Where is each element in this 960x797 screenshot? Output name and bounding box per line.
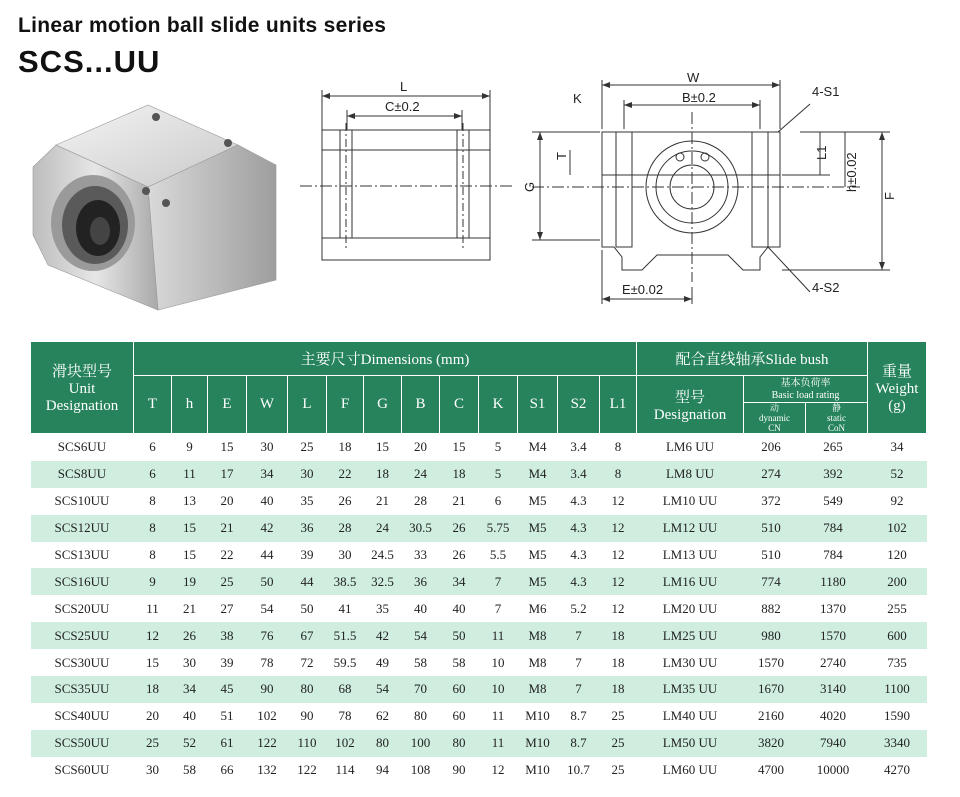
header-bush-designation: 型号 Designation: [637, 376, 744, 434]
table-cell: 5: [494, 439, 502, 455]
table-cell: 80: [364, 730, 402, 757]
label-L: L: [400, 79, 408, 94]
table-cell: 25: [611, 708, 625, 724]
table-cell: 3340: [868, 730, 927, 757]
table-cell: 3.4: [570, 439, 587, 455]
table-cell: 18: [134, 676, 172, 703]
table-cell: 110: [288, 730, 327, 757]
label-F: F: [882, 192, 897, 200]
header-dim-f: F: [327, 376, 364, 434]
table-row: [31, 622, 927, 649]
table-cell: 255: [887, 600, 907, 616]
table-cell: 784: [799, 515, 868, 542]
table-cell: 12: [491, 762, 505, 778]
table-cell: M5: [518, 515, 558, 542]
label-S1: 4-S1: [812, 84, 840, 99]
table-cell: 980: [744, 622, 799, 649]
table-cell: 12: [600, 568, 637, 595]
table-cell: 7: [494, 600, 502, 616]
table-cell: 15: [146, 654, 159, 670]
table-row: [31, 434, 927, 461]
table-cell: 4700: [758, 762, 785, 778]
table-cell: 7940: [799, 730, 868, 757]
table-cell: LM10 UU: [662, 493, 718, 509]
table-cell: 11: [479, 730, 518, 757]
table-cell: 78: [338, 708, 352, 724]
table-cell: 7: [575, 654, 582, 670]
table-cell: 70: [402, 676, 440, 703]
series-model: SCS...UU: [18, 44, 161, 79]
table-cell: 1180: [799, 568, 868, 595]
table-cell: 30: [338, 547, 352, 562]
label-G: G: [522, 181, 537, 192]
table-cell: LM6 UU: [665, 439, 715, 455]
table-cell: 11: [491, 708, 505, 724]
table-cell: 54: [260, 600, 274, 616]
table-cell: 21: [208, 515, 247, 542]
table-cell: 80: [288, 676, 327, 703]
table-cell: LM8 UU: [637, 461, 744, 488]
header-dynamic: 动 dynamic CN: [744, 403, 806, 433]
table-cell: 8: [134, 515, 172, 542]
table-cell: M5: [528, 493, 547, 509]
table-cell: 206: [761, 439, 781, 455]
table-cell: 8: [600, 461, 637, 488]
table-cell: 10.7: [567, 762, 590, 778]
header-dim-s2: S2: [558, 376, 600, 434]
table-cell: 94: [376, 762, 389, 778]
table-cell: 34: [890, 439, 904, 455]
table-cell: SCS10UU: [54, 493, 110, 509]
table-cell: 12: [611, 600, 625, 616]
table-cell: 78: [260, 654, 274, 670]
table-cell: 4.3: [570, 547, 587, 562]
table-cell: 90: [300, 708, 314, 724]
table-cell: 30: [260, 439, 274, 455]
table-cell: 72: [300, 654, 314, 670]
table-cell: 122: [297, 762, 317, 778]
table-cell: 114: [335, 762, 355, 778]
label-L1: L1: [814, 145, 829, 160]
table-row: [31, 461, 927, 488]
table-cell: 735: [887, 654, 907, 670]
table-cell: 8: [149, 493, 156, 509]
table-cell: 132: [257, 762, 277, 778]
header-dim-l: L: [288, 376, 327, 434]
table-cell: 18: [600, 622, 637, 649]
table-cell: 34: [247, 461, 288, 488]
table-cell: M10: [525, 762, 550, 778]
table-cell: SCS8UU: [31, 461, 134, 488]
table-cell: 51: [220, 708, 234, 724]
header-dimensions: 主要尺寸Dimensions (mm): [134, 342, 637, 376]
table-cell: 25: [134, 730, 172, 757]
table-cell: 30.5: [402, 515, 440, 542]
table-cell: LM25 UU: [637, 622, 744, 649]
table-cell: 15: [376, 439, 389, 455]
header-dim-w: W: [247, 376, 288, 434]
table-cell: 42: [364, 622, 402, 649]
header-dim-c: C: [440, 376, 479, 434]
table-cell: SCS60UU: [54, 762, 110, 778]
table-cell: 20: [220, 493, 234, 509]
table-cell: 392: [799, 461, 868, 488]
table-cell: 58: [414, 654, 427, 670]
header-slide-bush: 配合直线轴承Slide bush: [637, 342, 868, 376]
table-cell: 34: [440, 568, 479, 595]
table-cell: 4.3: [570, 493, 587, 509]
table-cell: SCS16UU: [31, 568, 134, 595]
table-cell: 102: [868, 515, 927, 542]
table-cell: 10000: [816, 762, 850, 778]
table-cell: LM60 UU: [662, 762, 718, 778]
table-cell: 92: [890, 493, 904, 509]
table-cell: 26: [452, 547, 466, 562]
table-cell: 5.5: [489, 547, 507, 562]
table-cell: 200: [868, 568, 927, 595]
label-C: C±0.2: [385, 99, 420, 114]
table-cell: 90: [247, 676, 288, 703]
header-dim-b: B: [402, 376, 440, 434]
label-h: h±0.02: [844, 152, 859, 192]
table-cell: 120: [887, 547, 907, 562]
table-cell: 24: [364, 515, 402, 542]
table-cell: 600: [868, 622, 927, 649]
table-cell: 20: [414, 439, 427, 455]
table-cell: 50: [247, 568, 288, 595]
table-cell: 21: [452, 493, 466, 509]
table-cell: 54: [402, 622, 440, 649]
product-photo: [28, 95, 288, 320]
page-title: Linear motion ball slide units series: [18, 14, 387, 37]
table-cell: 15: [452, 439, 466, 455]
table-cell: 265: [823, 439, 843, 455]
table-cell: SCS50UU: [31, 730, 134, 757]
table-cell: 6: [134, 461, 172, 488]
table-cell: 4270: [884, 762, 910, 778]
table-cell: SCS13UU: [54, 547, 110, 562]
header-dim-s1: S1: [518, 376, 558, 434]
table-cell: 9: [186, 439, 193, 455]
header-load-rating: 基本负荷率 Basic load rating 动 dynamic CN 静 static CoN: [744, 376, 868, 434]
table-cell: 22: [327, 461, 364, 488]
table-cell: 2740: [820, 654, 847, 670]
table-cell: 39: [300, 547, 314, 562]
table-cell: 274: [744, 461, 799, 488]
table-cell: M10: [518, 730, 558, 757]
table-cell: 62: [376, 708, 389, 724]
table-cell: 30: [288, 461, 327, 488]
table-cell: 5.75: [479, 515, 518, 542]
table-cell: 80: [414, 708, 427, 724]
table-cell: 8.7: [570, 708, 587, 724]
table-cell: 18: [600, 676, 637, 703]
table-cell: 15: [220, 439, 234, 455]
table-cell: 58: [452, 654, 466, 670]
table-cell: 3820: [744, 730, 799, 757]
table-cell: LM50 UU: [637, 730, 744, 757]
table-cell: 17: [208, 461, 247, 488]
table-cell: 10: [491, 654, 505, 670]
table-cell: 774: [744, 568, 799, 595]
table-cell: 26: [338, 493, 352, 509]
table-cell: LM16 UU: [637, 568, 744, 595]
table-cell: 19: [172, 568, 208, 595]
table-cell: 510: [744, 515, 799, 542]
table-cell: 44: [260, 547, 274, 562]
table-cell: M8: [518, 622, 558, 649]
table-cell: 15: [183, 547, 196, 562]
table-cell: 20: [146, 708, 159, 724]
table-cell: 1590: [884, 708, 910, 724]
table-cell: 90: [452, 762, 466, 778]
label-E: E±0.02: [622, 282, 664, 297]
table-cell: 33: [414, 547, 427, 562]
table-cell: 8: [614, 439, 622, 455]
header-dim-e: E: [208, 376, 247, 434]
label-S2: 4-S2: [812, 280, 840, 295]
table-cell: SCS30UU: [54, 654, 110, 670]
table-cell: 36: [288, 515, 327, 542]
table-cell: 67: [288, 622, 327, 649]
table-cell: 6: [149, 439, 156, 455]
table-row: [31, 542, 927, 569]
table-cell: 372: [761, 493, 781, 509]
table-cell: LM40 UU: [662, 708, 718, 724]
table-cell: SCS6UU: [57, 439, 107, 455]
table-row: [31, 757, 927, 784]
table-cell: 52: [868, 461, 927, 488]
table-cell: M4: [528, 439, 547, 455]
table-cell: 34: [172, 676, 208, 703]
table-cell: 22: [220, 547, 234, 562]
table-cell: 36: [402, 568, 440, 595]
table-cell: LM30 UU: [662, 654, 718, 670]
table-cell: 12: [600, 515, 637, 542]
table-cell: 39: [220, 654, 234, 670]
table-cell: 4.3: [558, 568, 600, 595]
header-dim-l1: L1: [600, 376, 637, 434]
table-cell: 66: [220, 762, 234, 778]
header-static: 静 static CoN: [827, 403, 846, 433]
table-cell: 51.5: [327, 622, 364, 649]
table-cell: 12: [611, 493, 625, 509]
table-cell: M5: [528, 547, 547, 562]
table-cell: 59.5: [333, 654, 357, 670]
table-cell: 8.7: [558, 730, 600, 757]
table-cell: 26: [440, 515, 479, 542]
table-cell: M8: [518, 676, 558, 703]
table-cell: 1670: [744, 676, 799, 703]
table-cell: 35: [376, 600, 389, 616]
table-cell: 7: [479, 568, 518, 595]
table-cell: 11: [479, 622, 518, 649]
table-cell: 58: [183, 762, 196, 778]
table-cell: 50: [440, 622, 479, 649]
table-cell: 28: [327, 515, 364, 542]
table-cell: M4: [518, 461, 558, 488]
table-cell: 60: [452, 708, 466, 724]
table-cell: 21: [376, 493, 389, 509]
table-row: [31, 515, 927, 542]
table-cell: 27: [220, 600, 234, 616]
table-cell: 12: [611, 547, 625, 562]
table-cell: 11: [172, 461, 208, 488]
table-cell: 24.5: [371, 547, 394, 562]
header-dim-k: K: [479, 376, 518, 434]
label-K: K: [573, 91, 582, 106]
table-cell: 25: [300, 439, 314, 455]
header-dim-t: T: [134, 376, 172, 434]
table-cell: 9: [134, 568, 172, 595]
spec-table: [30, 341, 927, 784]
table-cell: 1570: [799, 622, 868, 649]
table-cell: 61: [208, 730, 247, 757]
table-cell: 54: [364, 676, 402, 703]
front-view-drawing: [520, 72, 940, 312]
header-dim-h: h: [172, 376, 208, 434]
table-cell: 102: [257, 708, 277, 724]
table-cell: 60: [440, 676, 479, 703]
table-cell: 40: [414, 600, 427, 616]
header-unit-designation: 滑块型号 Unit Designation: [31, 342, 134, 434]
table-cell: SCS12UU: [31, 515, 134, 542]
table-cell: 38.5: [327, 568, 364, 595]
table-cell: 44: [288, 568, 327, 595]
table-cell: SCS40UU: [54, 708, 110, 724]
label-W: W: [687, 72, 700, 85]
table-cell: 18: [364, 461, 402, 488]
table-cell: 30: [183, 654, 196, 670]
label-B: B±0.2: [682, 90, 716, 105]
table-cell: M8: [528, 654, 547, 670]
table-cell: 40: [260, 493, 274, 509]
table-cell: M10: [525, 708, 550, 724]
table-cell: SCS25UU: [31, 622, 134, 649]
table-cell: 76: [247, 622, 288, 649]
table-cell: 10: [479, 676, 518, 703]
table-cell: SCS20UU: [54, 600, 110, 616]
table-cell: 8: [149, 547, 156, 562]
table-cell: LM20 UU: [662, 600, 718, 616]
table-cell: 4.3: [558, 515, 600, 542]
table-cell: 3.4: [558, 461, 600, 488]
table-cell: 2160: [758, 708, 785, 724]
table-cell: 28: [414, 493, 427, 509]
side-view-drawing: [300, 78, 515, 278]
header-weight: 重量 Weight (g): [868, 342, 927, 434]
table-cell: 26: [172, 622, 208, 649]
table-cell: LM13 UU: [662, 547, 718, 562]
table-cell: 7: [558, 676, 600, 703]
table-row: [31, 730, 927, 757]
table-cell: 52: [172, 730, 208, 757]
table-cell: 18: [440, 461, 479, 488]
table-cell: 4020: [820, 708, 847, 724]
table-cell: 42: [247, 515, 288, 542]
table-cell: 882: [761, 600, 781, 616]
table-cell: 102: [327, 730, 364, 757]
table-row: [31, 703, 927, 730]
table-cell: 30: [146, 762, 159, 778]
table-cell: 35: [300, 493, 314, 509]
table-cell: SCS35UU: [31, 676, 134, 703]
table-cell: 1370: [820, 600, 847, 616]
table-cell: 108: [410, 762, 431, 778]
table-row: [31, 649, 927, 676]
table-row: [31, 595, 927, 622]
table-cell: M5: [518, 568, 558, 595]
table-cell: 21: [183, 600, 196, 616]
table-cell: 25: [208, 568, 247, 595]
table-cell: 38: [208, 622, 247, 649]
table-cell: 18: [338, 439, 352, 455]
table-row: [31, 568, 927, 595]
table-cell: 5.2: [570, 600, 587, 616]
table-cell: 5: [479, 461, 518, 488]
table-cell: 45: [208, 676, 247, 703]
table-cell: LM12 UU: [637, 515, 744, 542]
header-dim-g: G: [364, 376, 402, 434]
table-cell: 80: [440, 730, 479, 757]
table-cell: 6: [494, 493, 502, 509]
table-cell: 784: [823, 547, 843, 562]
table-cell: 25: [600, 730, 637, 757]
table-cell: 12: [134, 622, 172, 649]
table-cell: LM35 UU: [637, 676, 744, 703]
table-cell: 68: [327, 676, 364, 703]
table-cell: 15: [172, 515, 208, 542]
table-cell: 510: [761, 547, 781, 562]
table-cell: 1100: [868, 676, 927, 703]
table-cell: 100: [402, 730, 440, 757]
table-cell: 24: [402, 461, 440, 488]
table-cell: 41: [338, 600, 352, 616]
table-cell: 49: [376, 654, 389, 670]
table-cell: 7: [558, 622, 600, 649]
table-cell: 13: [183, 493, 196, 509]
label-T: T: [554, 152, 569, 160]
table-row: [31, 488, 927, 515]
table-cell: 25: [611, 762, 625, 778]
table-cell: 122: [247, 730, 288, 757]
table-cell: 1570: [758, 654, 785, 670]
table-cell: 40: [183, 708, 196, 724]
table-cell: 40: [452, 600, 466, 616]
table-cell: M6: [528, 600, 547, 616]
table-cell: 549: [823, 493, 843, 509]
table-cell: 11: [146, 600, 159, 616]
table-row: [31, 676, 927, 703]
table-cell: 50: [300, 600, 314, 616]
table-cell: 32.5: [364, 568, 402, 595]
table-cell: 3140: [799, 676, 868, 703]
table-cell: 18: [611, 654, 625, 670]
